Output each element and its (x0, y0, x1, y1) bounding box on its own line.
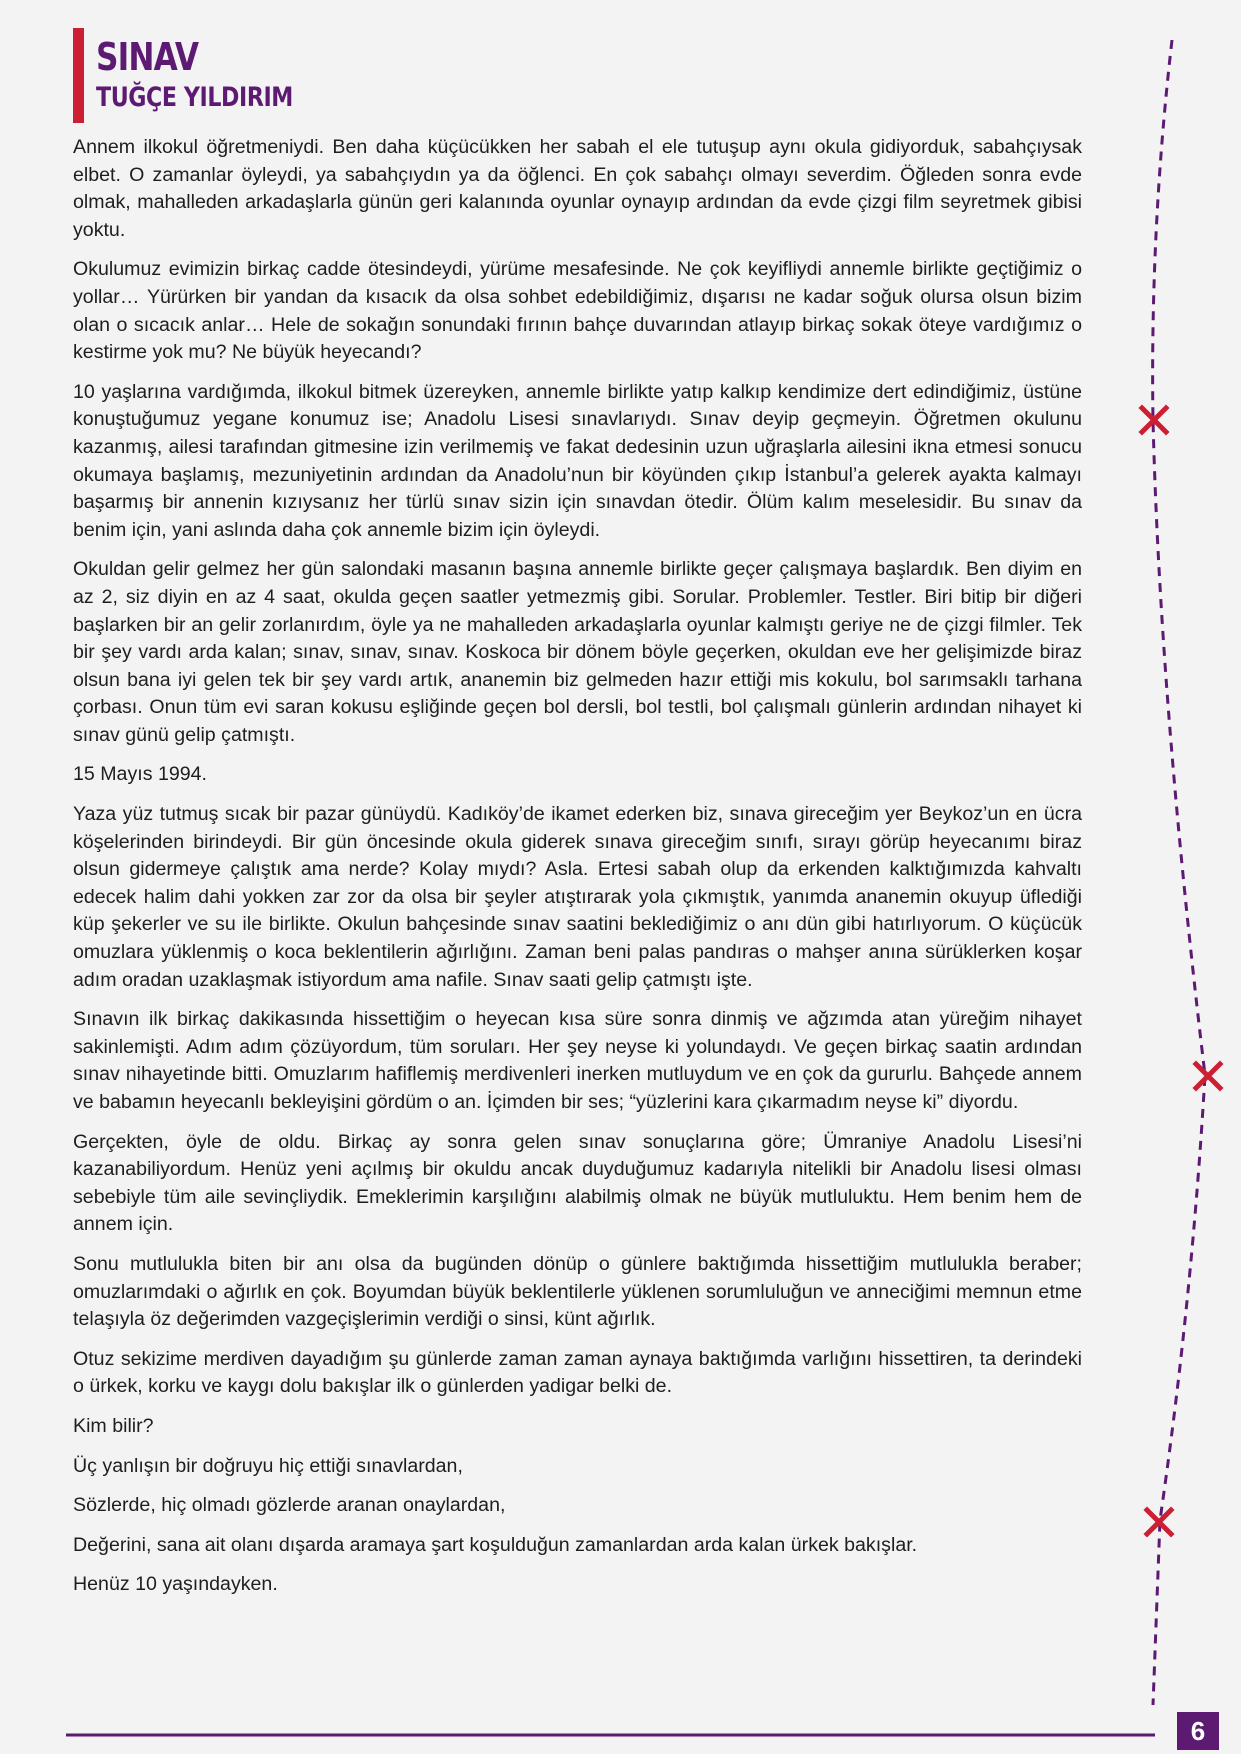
cross-mark-icon (1196, 1064, 1220, 1088)
paragraph: Okuldan gelir gelmez her gün salondaki masanın başına annemle birlikte geçer çalışmaya başlardık. Ben diyim en az 2, siz diyin en az 4 saat, okulda geçen saatler yetmezmiş gibi. Sorular. Problemler. Testler. Biri bitip bir diğeri başlarken bir an gelir zorlanırdım, öyle ya ne mahalleden arkadaşlarla oyunlar kalmıştı geriye ne de çizgi filmler. Tek bir şey vardı arda kalan; sınav, sınav, sınav. Koskoca bir dönem böyle geçerken, okuldan eve her gelişimizde biraz olsun bana iyi gelen tek bir şey vardı artık, ananemin biz gelmeden hazır ettiği mis kokulu, bol sarımsaklı tarhana çorbası. Onun tüm evi saran kokusu eşliğinde geçen bol dersli, bol testli, bol çalışmalı günlerin ardından nihayet ki sınav günü gelip çatmıştı. (73, 558, 1082, 746)
page-number: 6 (1177, 1712, 1219, 1750)
paragraph-line: Sözlerde, hiç olmadı gözlerde aranan onaylardan, (73, 1494, 506, 1517)
paragraph-line: Değerini, sana ait olanı dışarda aramaya şart koşulduğun zamanlardan arda kalan ürkek bakışlar. (73, 1533, 918, 1556)
paragraph: Gerçekten, öyle de oldu. Birkaç ay sonra gelen sınav sonuçlarına göre; Ümraniye Anadolu Lisesi’ni kazanabiliyordum. Henüz yeni açılmış bir okuldu ancak duyduğumuz kadarıyla nitelikli bir Anadolu lisesi olması sebebiyle tüm aile sevinçliydik. Emeklerimin karşılığını alabilmiş olmak ne büyük mutluluktu. Hem benim hem de annem için. (73, 1130, 1082, 1236)
paragraph: 10 yaşlarına vardığımda, ilkokul bitmek üzereyken, annemle birlikte yatıp kalkıp kendimize dert edindiğimiz, üstüne konuştuğumuz yegane konumuz ise; Anadolu Lisesi sınavlarıydı. Sınav deyip geçmeyin. Öğretmen okulunu kazanmış, ailesi tarafından gitmesine izin verilmemiş ve fakat dedesinin uzun uğraşlarla ailesini ikna etmesi sonucu okumaya başlamış, mezuniyetinin ardından da Anadolu’nun bir köyünden çıkıp İstanbul’a gelerek ayakta kalmayı başarmış bir annenin kızıysanız her türlü sınav sizin için sınavdan ötedir. Ölüm kalım meselesidir. Bu sınav da benim için, yani aslında daha çok annemle bizim için öyleydi. (73, 380, 1082, 541)
paragraph-line: Henüz 10 yaşındayken. (73, 1573, 278, 1596)
paragraph: Annem ilkokul öğretmeniydi. Ben daha küçücükken her sabah el ele tutuşup aynı okula gidiyorduk, sabahçıysak elbet. O zamanlar öyleydi, ya sabahçıydın ya da öğlenci. En çok sabahçı olmayı severdim. Öğleden sonra evde olmak, mahalleden arkadaşlarla günün geri kalanında oyunlar oynayıp ardından da evde çizgi film seyretmek gibisi yoktu. (73, 136, 1082, 241)
paragraph-line: Kim bilir? (73, 1414, 154, 1437)
paragraph-date: 15 Mayıs 1994. (73, 763, 207, 786)
dashed-border-line (1153, 40, 1205, 1705)
paragraph: Yaza yüz tutmuş sıcak bir pazar günüydü. Kadıköy’de ikamet ederken biz, sınava gireceğim yer Beykoz’un en ücra köşelerinden birindeydi. Bir gün öncesinde okula giderek sınava gireceğim sınıfı, sırayı görüp heyecanımı biraz olsun gidermeye çalıştık ama nerde? Kolay mıydı? Asla. Ertesi sabah olup da erkenden kalktığımızda kahvaltı edecek halim dahi yokken zar zor da olsa bir şeyler atıştırarak yola çıkmıştık, yanımda ananemin okuyup üflediği küp şekerler ve su ile birlikte. Okulun bahçesinde sınav saatini beklediğimiz o anı dün gibi hatırlıyorum. O küçücük omuzlara yüklenmiş o koca beklentilerin ağırlığını. Zaman beni palas pandıras o mahşer anına sürüklerken koşar adım oradan uzaklaşmak istiyordum ama nafile. Sınav saati gelip çatmıştı işte. (73, 803, 1082, 991)
paragraph: Okulumuz evimizin birkaç cadde ötesindeydi, yürüme mesafesinde. Ne çok keyifliydi annemle birlikte geçtiğimiz o yollar… Yürürken bir yandan da kısacık da olsa sohbet edebildiğimiz, dışarısı ne kadar soğuk olursa olsun bizim olan o sıcacık anlar… Hele de sokağın sonundaki fırının bahçe duvarından atlayıp birkaç sokak öteye vardığımız o kestirme yok mu? Ne büyük heyecandı? (73, 258, 1082, 364)
paragraph: Otuz sekizime merdiven dayadığım şu günlerde zaman zaman aynaya baktığımda varlığını hissettiren, ta derindeki o ürkek, korku ve kaygı dolu bakışlar ilk o günlerden yadigar belki de. (73, 1347, 1082, 1398)
article-title: SINAV (96, 35, 199, 79)
paragraph: Sınavın ilk birkaç dakikasında hissettiğim o heyecan kısa süre sonra dinmiş ve ağzımda atan yüreğim nihayet sakinlemişti. Adım adım çözüyordum, tüm soruları. Her şey neyse ki yolundaydı. Ve geçen birkaç saatin ardından sınav nihayetinde bitti. Omuzlarım hafiflemiş merdivenleri inerken mutluydum ve en çok da gururlu. Bahçede annem ve babamın heyecanlı bekleyişini gördüm o an. İçimden bir ses; “yüzlerini kara çıkarmadım neyse ki” diyordu. (73, 1008, 1082, 1113)
paragraph: Sonu mutlulukla biten bir anı olsa da bugünden dönüp o günlere baktığımda hissettiğim mutlulukla beraber; omuzlarımdaki o ağırlık en çok. Boyumdan büyük beklentilerle yüklenen sorumluluğun ve anneciğimi memnun etme telaşıyla öz değerimden vazgeçişlerimin verdiği o sinsi, künt ağırlık. (73, 1252, 1082, 1331)
author-name: TUĞÇE YILDIRIM (96, 82, 293, 113)
paragraph-line: Üç yanlışın bir doğruyu hiç ettiği sınavlardan, (73, 1454, 463, 1477)
